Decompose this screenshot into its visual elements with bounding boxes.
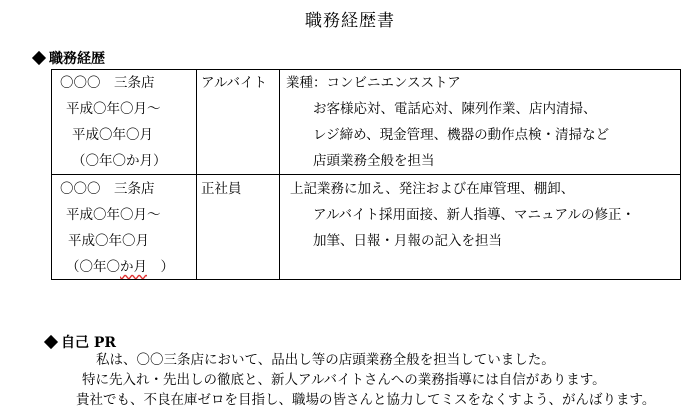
duty-line: お客様応対、電話応対、陳列作業、店内清掃、 xyxy=(313,101,597,117)
pr-line: 特に先入れ・先出しの徹底と、新人アルバイトさんへの業務指導には自信があります。 xyxy=(82,372,606,388)
duty-line: 店頭業務全般を担当 xyxy=(313,153,435,169)
period-duration-end: ） xyxy=(147,259,174,275)
store-period-cell xyxy=(52,175,197,280)
employment-type: アルバイト xyxy=(201,75,268,91)
self-pr-body xyxy=(76,350,655,410)
employment-type-cell xyxy=(197,70,280,175)
period-end: 平成〇年〇月 xyxy=(72,127,153,143)
duty-line: 業種：コンビニエンスストア xyxy=(286,75,461,91)
pr-line: 私は、〇〇三条店において、品出し等の店頭業務全般を担当していました。 xyxy=(96,352,555,368)
period-end: 平成〇年〇月 xyxy=(68,233,149,249)
store-name: 〇〇〇 三条店 xyxy=(60,181,155,197)
pr-line: 貴社でも、不良在庫ゼロを目指し、職場の皆さんと協力してミスをなくすよう、がんばります。 xyxy=(76,392,656,408)
diamond-bullet-icon xyxy=(44,335,58,349)
pr-section-heading xyxy=(44,332,116,352)
period-duration-start: （〇年〇 xyxy=(66,259,120,275)
career-row-part-time xyxy=(52,70,681,175)
diamond-bullet-icon xyxy=(32,51,46,65)
store-name: 〇〇〇 三条店 xyxy=(60,75,155,91)
period-duration xyxy=(52,253,196,279)
duty-line: 上記業務に加え、発注および在庫管理、棚卸、 xyxy=(290,181,575,197)
career-history-table xyxy=(51,69,681,280)
pr-section-heading-label: 自己 PR xyxy=(61,335,117,351)
duties-cell xyxy=(280,175,681,280)
period-start: 平成〇年〇月～ xyxy=(66,207,161,223)
store-period-cell xyxy=(52,70,197,175)
employment-type-cell xyxy=(197,175,280,280)
career-row-full-time xyxy=(52,175,681,280)
period-start: 平成〇年〇月～ xyxy=(66,101,161,117)
career-section-heading-label: 職務経歴 xyxy=(49,51,105,67)
career-section-heading xyxy=(32,48,105,68)
period-duration: （〇年〇か月） xyxy=(72,153,167,169)
employment-type: 正社員 xyxy=(201,181,242,197)
duty-line: レジ締め、現金管理、機器の動作点検・清掃など xyxy=(313,127,610,143)
duty-line: 加筆、日報・月報の記入を担当 xyxy=(313,233,502,249)
spellcheck-underlined-text: か月 xyxy=(120,259,147,275)
document-title: 職務経歴書 xyxy=(305,11,395,31)
duty-line: アルバイト採用面接、新人指導、マニュアルの修正・ xyxy=(313,207,635,223)
duty-blank-line xyxy=(280,253,680,279)
duties-cell xyxy=(280,70,681,175)
